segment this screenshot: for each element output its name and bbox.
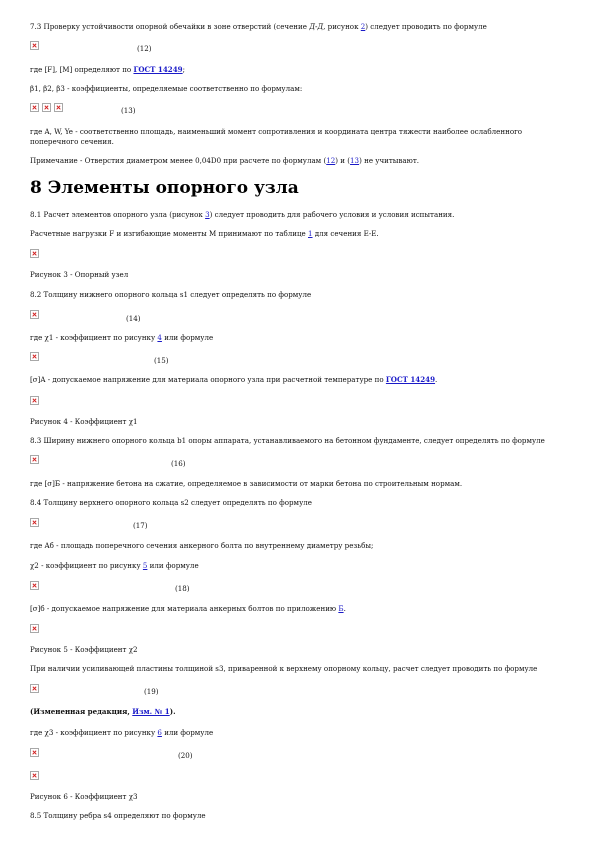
- figure-3-caption: Рисунок 3 - Опорный узел: [30, 270, 129, 279]
- figure-5-image-icon: [30, 624, 39, 633]
- figure-6-link[interactable]: 6: [157, 728, 162, 737]
- figure-5-caption: Рисунок 5 - Коэффициент χ2: [30, 645, 138, 654]
- where-f-m-line: где [F], [M] определяют по ГОСТ 14249;: [30, 65, 185, 74]
- paragraph-8-3: 8.3 Ширину нижнего опорного кольца b1 опоры аппарата, устанавливаемого на бетонном фундаменте, следует определять по формуле: [30, 436, 545, 445]
- figure-3-link[interactable]: 3: [205, 210, 210, 219]
- coefficients-line: β1, β2, β3 - коэффициенты, определяемые соответственно по формулам:: [30, 84, 303, 93]
- note-line: Примечание - Отверстия диаметром менее 0,04D0 при расчете по формулам (12) и (13) не учитывают.: [30, 156, 420, 165]
- equation-number-15: (15): [154, 356, 169, 365]
- gost-14249-link-2[interactable]: ГОСТ 14249: [385, 375, 436, 384]
- figure-6-image-icon: [30, 771, 39, 780]
- figure-4-image-icon: [30, 396, 39, 405]
- equation-number-14: (14): [126, 314, 141, 323]
- appendix-b-link[interactable]: Б: [338, 604, 344, 613]
- where-a-w-ye-line1: где A, W, Ye - соответственно площадь, наименьший момент сопротивления и координата центра тяжести наиболее ослабленного: [30, 127, 523, 136]
- paragraph-8-5: 8.5 Толщину ребра s4 определяют по формуле: [30, 811, 206, 820]
- formula-12-image-icon: [30, 41, 39, 50]
- formula-20-image-icon: [30, 748, 39, 757]
- formula-18-image-icon: [30, 581, 39, 590]
- loads-line: Расчетные нагрузки F и изгибающие моменты M принимают по таблице 1 для сечения Е-Е.: [30, 229, 379, 238]
- formula-17-image-icon: [30, 518, 39, 527]
- sigma-a-line: [σ]A - допускаемое напряжение для материала опорного узла при расчетной температуре по ГОСТ 14249.: [30, 375, 438, 384]
- equation-number-19: (19): [144, 687, 159, 696]
- equation-number-16: (16): [171, 459, 186, 468]
- formula-13a-image-icon: [30, 103, 39, 112]
- sigma-bolt-line: [σ]б - допускаемое напряжение для материала анкерных болтов по приложению Б.: [30, 604, 346, 613]
- paragraph-7-3: 7.3 Проверку устойчивости опорной обечайки в зоне отверстий (сечение Д-Д, рисунок 2) следует проводить по формуле: [30, 22, 487, 31]
- formula-19-image-icon: [30, 684, 39, 693]
- formula-16-image-icon: [30, 455, 39, 464]
- formula-15-image-icon: [30, 352, 39, 361]
- chi3-line: где χ3 - коэффициент по рисунку 6 или формуле: [30, 728, 214, 737]
- figure-2-link[interactable]: 2: [360, 22, 366, 31]
- figure-4-link[interactable]: 4: [157, 333, 162, 342]
- paragraph-8-2: 8.2 Толщину нижнего опорного кольца s1 следует определять по формуле: [30, 290, 312, 299]
- ab-line: где Aб - площадь поперечного сечения анкерного болта по внутреннему диаметру резьбы;: [30, 541, 374, 550]
- section-8-heading: 8 Элементы опорного узла: [30, 178, 299, 198]
- chi2-line: χ2 - коэффициент по рисунку 5 или формуле: [30, 561, 199, 570]
- formula-12-link[interactable]: 12: [326, 156, 336, 165]
- changed-edition-line: (Измененная редакция, Изм. № 1).: [30, 707, 176, 716]
- equation-number-17: (17): [133, 521, 148, 530]
- figure-3-image-icon: [30, 249, 39, 258]
- equation-number-12: (12): [137, 44, 152, 53]
- equation-number-13: (13): [121, 106, 136, 115]
- sigma-b-line: где [σ]Б - напряжение бетона на сжатие, определяемое в зависимости от марки бетона по строительным нормам.: [30, 479, 463, 488]
- formula-13b-image-icon: [42, 103, 51, 112]
- formula-13-link[interactable]: 13: [350, 156, 360, 165]
- where-a-w-ye-line2: поперечного сечения.: [30, 137, 114, 146]
- equation-number-20: (20): [178, 751, 193, 760]
- amendment-1-link[interactable]: Изм. № 1: [132, 707, 170, 716]
- formula-13c-image-icon: [54, 103, 63, 112]
- paragraph-8-1: 8.1 Расчет элементов опорного узла (рисунок 3) следует проводить для рабочего условия и условия испытания.: [30, 210, 455, 219]
- equation-number-18: (18): [175, 584, 190, 593]
- where-chi1-line: где χ1 - коэффициент по рисунку 4 или формуле: [30, 333, 214, 342]
- stiffening-plate-line: При наличии усиливающей пластины толщиной s3, приваренной к верхнему опорному кольцу, расчет следует проводить по формуле: [30, 664, 538, 673]
- gost-14249-link[interactable]: ГОСТ 14249: [133, 65, 183, 74]
- formula-14-image-icon: [30, 310, 39, 319]
- figure-5-link[interactable]: 5: [142, 561, 148, 570]
- figure-6-caption: Рисунок 6 - Коэффициент χ3: [30, 792, 138, 801]
- figure-4-caption: Рисунок 4 - Коэффициент χ1: [30, 417, 138, 426]
- table-1-link[interactable]: 1: [308, 229, 313, 238]
- paragraph-8-4: 8.4 Толщину верхнего опорного кольца s2 следует определять по формуле: [30, 498, 312, 507]
